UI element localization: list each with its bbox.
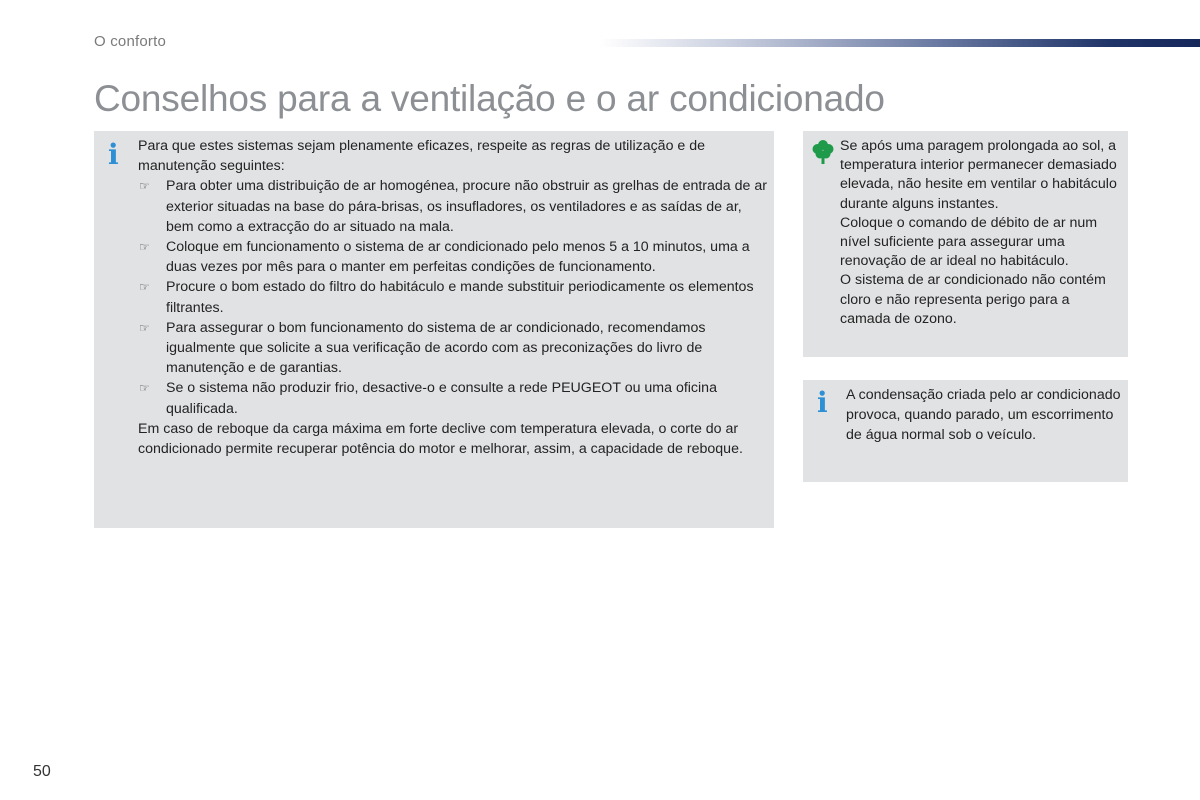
- header-gradient-bar: [600, 39, 1200, 47]
- pointing-hand-icon: ☞: [139, 280, 150, 295]
- intro-paragraph: Para que estes sistemas sejam plenamente eficazes, respeite as regras de utilização e de manutenção seguintes:: [138, 138, 706, 175]
- list-item: [138, 277, 768, 317]
- page-title: Conselhos para a ventilação e o ar condicionado: [94, 78, 885, 119]
- pointing-hand-icon: ☞: [139, 381, 150, 396]
- pointing-hand-icon: ☞: [139, 179, 150, 194]
- pointing-hand-icon: ☞: [139, 320, 150, 335]
- main-advice-text: [138, 136, 768, 459]
- section-label: O conforto: [94, 33, 167, 50]
- footer-paragraph: Em caso de reboque da carga máxima em forte declive com temperatura elevada, o corte do ar condicionado permite recuperar potência do motor e melhorar, assim, a capacidade de reboque.: [138, 420, 743, 458]
- advice-list: [138, 176, 768, 418]
- info-icon: i: [108, 138, 119, 171]
- page-number: 50: [33, 763, 51, 780]
- list-item: [138, 318, 768, 379]
- list-item-text: Para obter uma distribuição de ar homogénea, procure não obstruir as grelhas de entrada de ar exterior situadas na base do pára-brisas, os insufladores, os ventiladores e as saídas de ar, bem como a extracção do ar situado na mala.: [166, 178, 767, 235]
- tree-icon: [812, 139, 834, 165]
- list-item-text: Procure o bom estado do filtro do habitáculo e mande substituir periodicamente os elementos filtrantes.: [166, 279, 754, 316]
- pointing-hand-icon: ☞: [139, 240, 150, 255]
- eco-paragraph: O sistema de ar condicionado não contém cloro e não representa perigo para a camada de ozono.: [840, 272, 1106, 327]
- list-item-text: Para assegurar o bom funcionamento do sistema de ar condicionado, recomendamos igualmente que solicite a sua verificação de acordo com as preconizações do livro de manutenção e de garantias.: [166, 319, 706, 377]
- list-item: [138, 237, 768, 277]
- eco-tips-text: [840, 137, 1120, 329]
- condensation-text: A condensação criada pelo ar condicionado provoca, quando parado, um escorrimento de água normal sob o veículo.: [846, 387, 1121, 444]
- list-item-text: Coloque em funcionamento o sistema de ar condicionado pelo menos 5 a 10 minutos, uma a duas vezes por mês para o manter em perfeitas condições de funcionamento.: [166, 239, 750, 276]
- eco-tips-panel: [803, 131, 1128, 357]
- info-icon: i: [817, 386, 828, 419]
- condensation-panel: [803, 380, 1128, 482]
- eco-paragraph: Se após uma paragem prolongada ao sol, a temperatura interior permanecer demasiado elevada, não hesite em ventilar o habitáculo durante alguns instantes.: [840, 138, 1117, 212]
- list-item: [138, 378, 768, 418]
- list-item: [138, 176, 768, 237]
- main-advice-panel: [94, 131, 774, 528]
- eco-paragraph: Coloque o comando de débito de ar num nível suficiente para assegurar uma renovação de ar ideal no habitáculo.: [840, 214, 1098, 270]
- list-item-text: Se o sistema não produzir frio, desactive-o e consulte a rede PEUGEOT ou uma oficina qualificada.: [166, 380, 717, 417]
